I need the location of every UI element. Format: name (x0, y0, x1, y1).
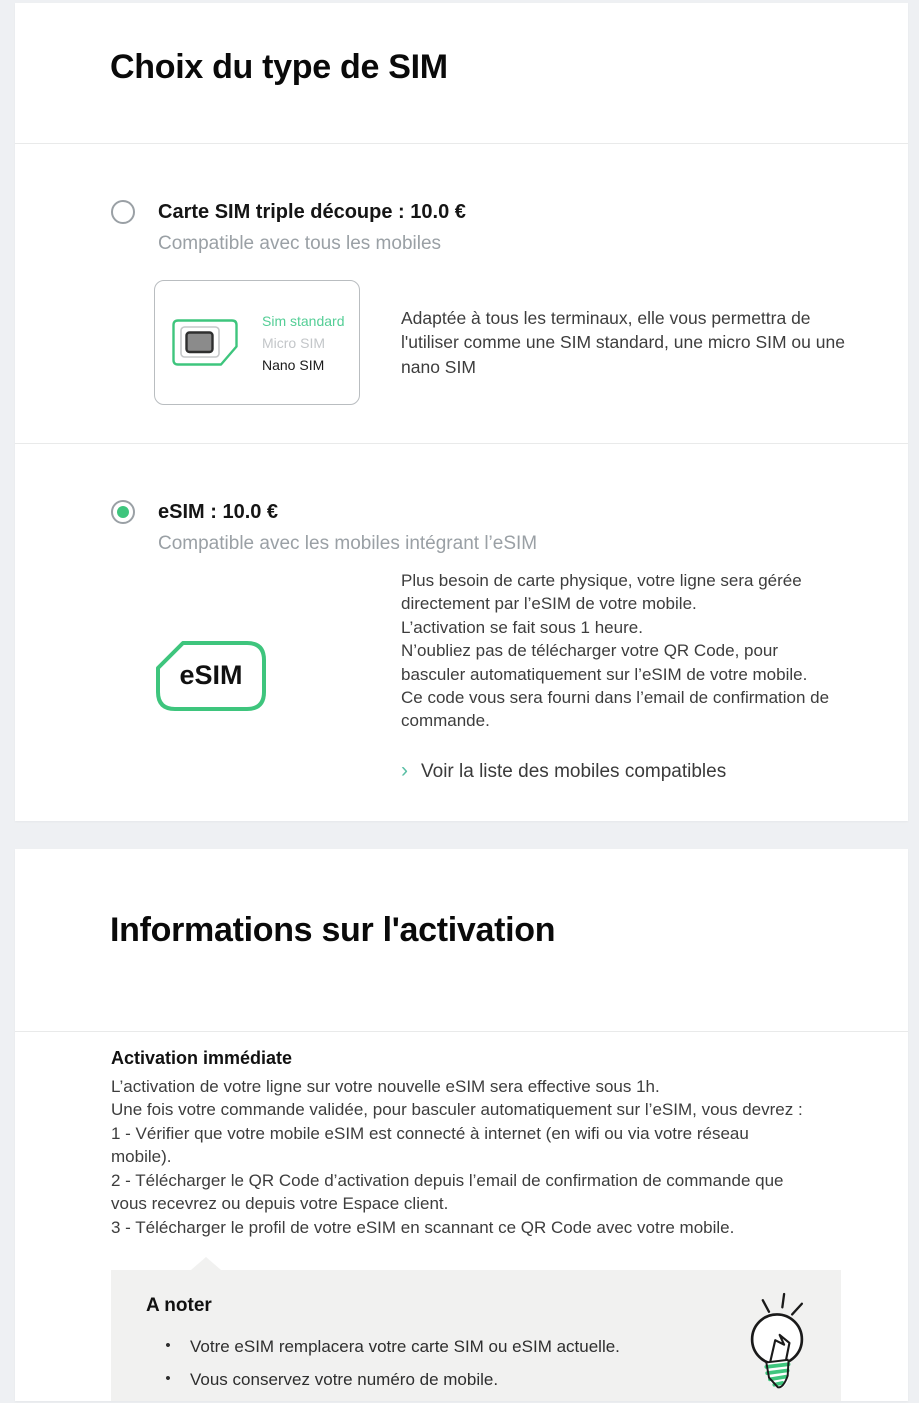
activation-content (15, 1032, 908, 1401)
immediate-activation-subheading: Activation immédiate (111, 1047, 293, 1068)
compatible-mobiles-link[interactable] (401, 759, 908, 783)
esim-logo-text: eSIM (179, 660, 243, 691)
note-bullet-text: Votre eSIM remplacera votre carte SIM ou eSIM actuelle. (190, 1337, 620, 1357)
esim-description (401, 569, 845, 733)
esim-paragraph: Ce code vous sera fourni dans l’email de confirmation de commande. (401, 688, 830, 731)
triple-sim-detail-row (111, 280, 908, 405)
sim-standard-label: Sim standard (262, 312, 345, 329)
note-callout-box (111, 1270, 841, 1401)
radio-dot (117, 506, 129, 518)
sim-choice-header (15, 3, 908, 143)
esim-radio-row[interactable] (111, 500, 908, 524)
bullet-icon: • (165, 1337, 171, 1355)
activation-step: 3 - Télécharger le profil de votre eSIM en scannant ce QR Code avec votre mobile. (111, 1217, 735, 1237)
esim-logo-icon (155, 640, 267, 712)
activation-paragraph: Une fois votre commande validée, pour basculer automatiquement sur l’eSIM, vous devrez : (111, 1100, 803, 1120)
nano-sim-label: Nano SIM (262, 356, 325, 373)
esim-radio[interactable] (111, 500, 135, 524)
triple-sim-radio[interactable] (111, 200, 135, 224)
esim-paragraph: L’activation se fait sous 1 heure. (401, 617, 643, 637)
sim-size-labels (262, 310, 344, 376)
sim-shape-icon (172, 319, 238, 366)
radio-dot (117, 206, 129, 218)
chevron-right-icon: › (401, 758, 408, 782)
compatible-mobiles-link-label[interactable]: Voir la liste des mobiles compatibles (421, 760, 727, 782)
triple-sim-description: Adaptée à tous les terminaux, elle vous permettra de l'utiliser comme une SIM standard, une micro SIM ou une nano SIM (401, 307, 845, 377)
note-bullet-text: Vous conservez votre numéro de mobile. (190, 1370, 499, 1390)
activation-info-header (15, 849, 908, 1031)
page-title: Choix du type de SIM (110, 48, 448, 86)
activation-steps (111, 1075, 813, 1240)
triple-sim-subtitle: Compatible avec tous les mobiles (158, 233, 442, 254)
esim-text-column (401, 569, 908, 783)
esim-paragraph: N’oubliez pas de télécharger votre QR Code, pour basculer automatiquement sur l’eSIM de votre mobile. (401, 641, 808, 684)
esim-paragraph: Plus besoin de carte physique, votre ligne sera gérée directement par l’eSIM de votre mobile. (401, 571, 802, 614)
micro-sim-label: Micro SIM (262, 334, 325, 351)
esim-label[interactable]: eSIM : 10.0 € (158, 500, 279, 523)
option-triple-sim (15, 144, 908, 443)
option-esim (15, 444, 908, 821)
sim-choice-card (15, 3, 908, 821)
note-bullet-item (146, 1337, 721, 1357)
activation-info-card (15, 849, 908, 1401)
activation-step: 2 - Télécharger le QR Code d’activation depuis l’email de confirmation de commande que vous recevrez ou depuis votre Espace client. (111, 1170, 784, 1214)
triple-sim-label[interactable]: Carte SIM triple découpe : 10.0 € (158, 200, 466, 223)
note-bullet-item (146, 1370, 721, 1390)
esim-detail-row (111, 569, 908, 783)
note-title: A noter (146, 1295, 212, 1317)
lightbulb-icon (737, 1288, 817, 1396)
esim-subtitle: Compatible avec les mobiles intégrant l’eSIM (158, 533, 538, 554)
activation-step: 1 - Vérifier que votre mobile eSIM est connecté à internet (en wifi ou via votre réseau mobile). (111, 1123, 749, 1167)
triple-sim-card-icon (154, 280, 360, 405)
bullet-icon: • (165, 1370, 171, 1388)
activation-info-title: Informations sur l'activation (110, 910, 556, 949)
triple-sim-radio-row[interactable] (111, 200, 908, 224)
activation-paragraph: L’activation de votre ligne sur votre nouvelle eSIM sera effective sous 1h. (111, 1076, 660, 1096)
